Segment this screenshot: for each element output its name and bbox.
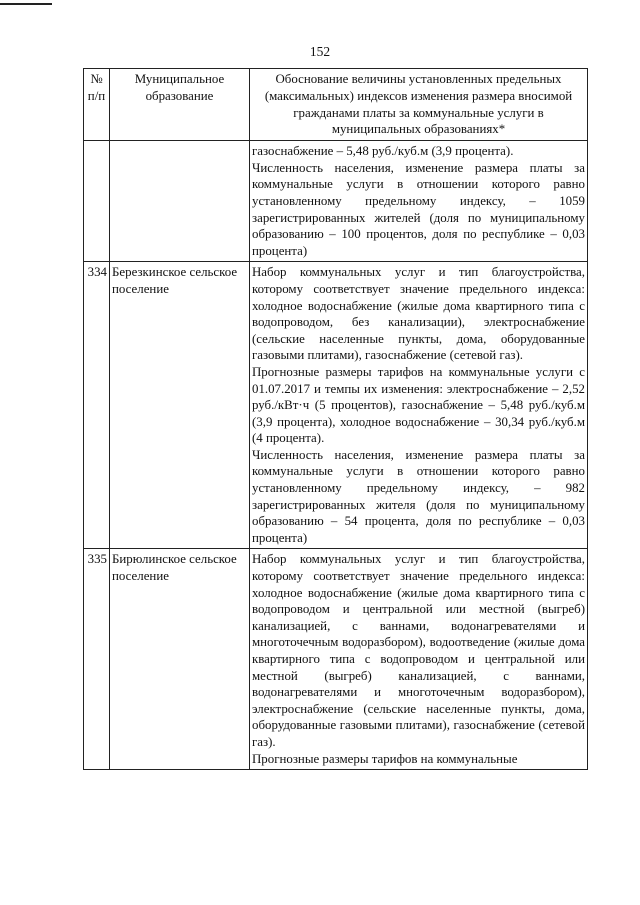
justification-table bbox=[83, 68, 588, 770]
row-text-cell bbox=[250, 549, 588, 770]
page-number: 152 bbox=[309, 44, 331, 59]
table-row bbox=[84, 549, 588, 770]
header-municipality: Муниципальное образование bbox=[110, 69, 250, 141]
paragraph: Прогнозные размеры тарифов на коммунальные услуги с 01.07.2017 и темпы их изменения: электроснабжение – 2,52 руб./кВт·ч (5 процентов), газоснабжение – 5,48 руб./куб.м (3,9 процента), холодное водоснабжение – 30,34 руб./куб.м (4 процента). bbox=[252, 364, 585, 446]
header-justification: Обоснование величины установленных предельных (максимальных) индексов изменения размера вносимой гражданами платы за коммунальные услуги в муниципальных образованиях* bbox=[250, 69, 588, 141]
header-number: № п/п bbox=[84, 69, 110, 141]
row-text-cell bbox=[250, 262, 588, 549]
continuation-text-cell bbox=[250, 141, 588, 262]
top-rule bbox=[0, 3, 52, 5]
paragraph: Набор коммунальных услуг и тип благоустройства, которому соответствует значение предельного индекса: холодное водоснабжение (жилые дома квартирного типа с водопроводом и центральной или местной (выгреб) канализацией, с ваннами, водонагревателями и многоточечным водоразбором), водоотведение (жилые дома квартирного типа с водопроводом и центральной или местной (выгреб) канализацией, с ваннами, водонагревателями и многоточечным водоразбором), электроснабжение (сельские населенные пункты, дома, оборудованные газовыми плитами), газоснабжение (сетевой газ). bbox=[252, 552, 585, 749]
continuation-municipality-cell bbox=[110, 141, 250, 262]
table-row-continuation bbox=[84, 141, 588, 262]
row-number: 335 bbox=[84, 549, 110, 770]
paragraph: Численность населения, изменение размера платы за коммунальные услуги в отношении которого равно установленному предельному индексу, – 1059 зарегистрированных жителей (доля по муниципальному образованию – 100 процентов, доля по республике – 0,03 процента) bbox=[252, 160, 585, 258]
paragraph: газоснабжение – 5,48 руб./куб.м (3,9 процента). bbox=[252, 144, 514, 159]
table-header-row bbox=[84, 69, 588, 141]
paragraph: Набор коммунальных услуг и тип благоустройства, которому соответствует значение предельного индекса: холодное водоснабжение (жилые дома квартирного типа с водопроводом, без канализации), электроснабжение (сельские населенные пункты, дома, оборудованные газовыми плитами), газоснабжение (сетевой газ). bbox=[252, 265, 585, 363]
paragraph: Численность населения, изменение размера платы за коммунальные услуги в отношении которого равно установленному предельному индексу, – 982 зарегистрированных жителя (доля по муниципальному образованию – 54 процента, доля по республике – 0,03 процента) bbox=[252, 447, 585, 545]
row-municipality: Березкинское сельское поселение bbox=[110, 262, 250, 549]
row-number: 334 bbox=[84, 262, 110, 549]
row-municipality: Бирюлинское сельское поселение bbox=[110, 549, 250, 770]
continuation-number-cell bbox=[84, 141, 110, 262]
paragraph: Прогнозные размеры тарифов на коммунальные bbox=[252, 751, 518, 766]
table-row bbox=[84, 262, 588, 549]
